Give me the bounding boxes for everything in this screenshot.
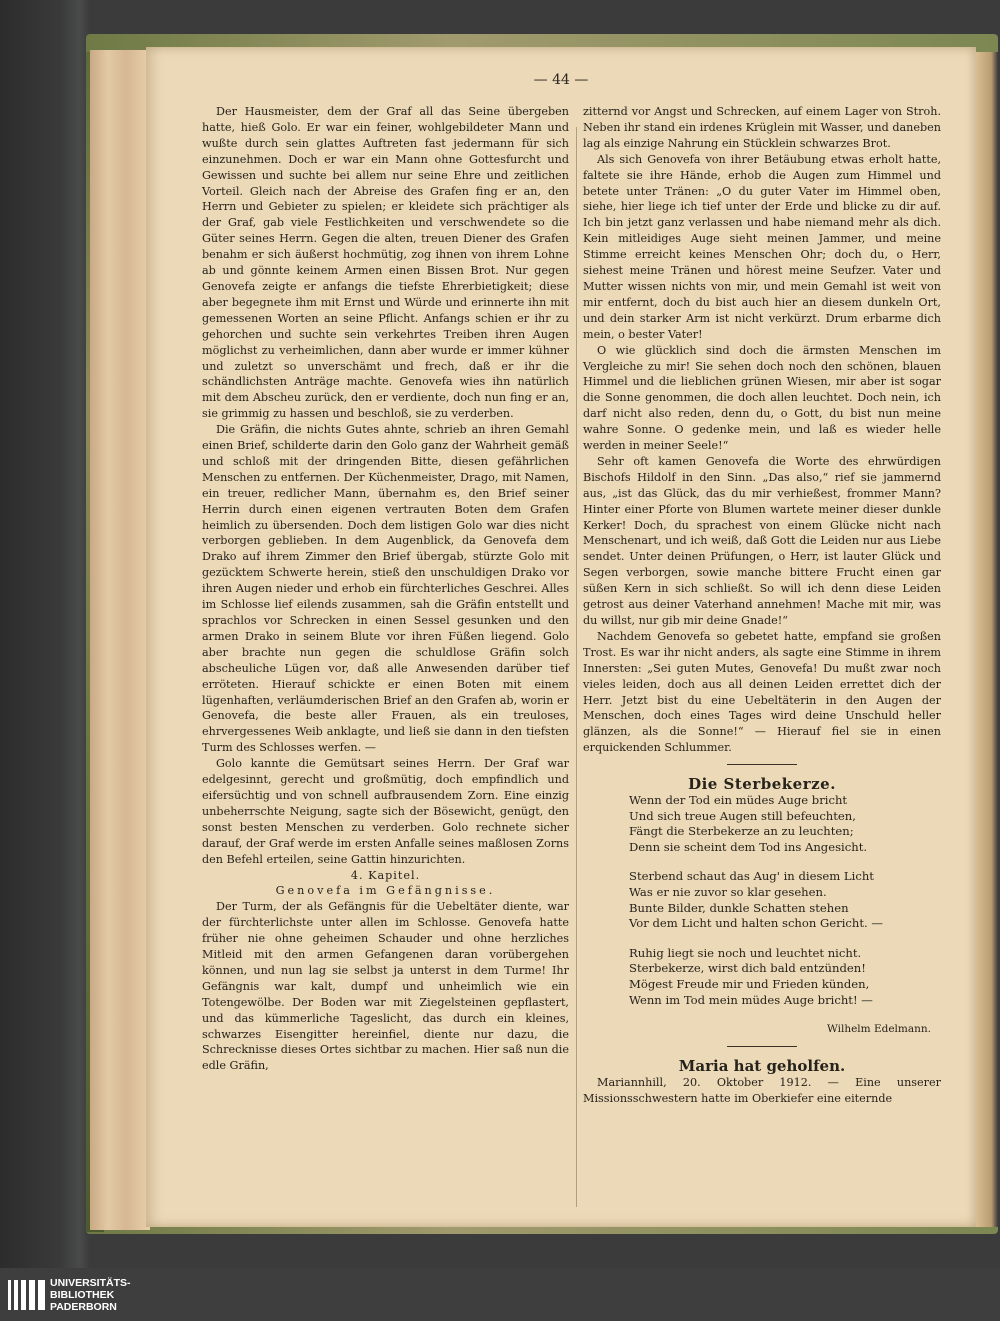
right-column — [583, 104, 941, 1107]
poem-stanza — [629, 869, 941, 931]
poem-line: Bunte Bilder, dunkle Schatten stehen — [629, 900, 849, 915]
library-name-line: BIBLIOTHEK — [50, 1289, 115, 1301]
poem-line: Sterbend schaut das Aug' in diesem Licht — [629, 869, 874, 884]
section-title: Maria hat geholfen. — [678, 1057, 846, 1076]
page-stack — [90, 50, 150, 1230]
poem-stanza — [629, 793, 941, 855]
poem-line: Vor dem Licht und halten schon Gericht. — — [629, 916, 883, 931]
library-logo-icon — [8, 1276, 46, 1314]
poem — [583, 793, 941, 1008]
library-name — [50, 1277, 131, 1313]
section-rule — [727, 1046, 797, 1047]
document-page — [146, 47, 976, 1227]
poem-line: Sterbekerze, wirst dich bald entzünden! — [629, 961, 866, 976]
poem-line: Und sich treue Augen still befeuchten, — [629, 808, 856, 823]
page-right-edge — [976, 52, 998, 1227]
left-column — [202, 104, 569, 1074]
column-divider — [576, 127, 577, 1207]
poem-author: Wilhelm Edelmann. — [827, 1023, 931, 1036]
poem-line: Fängt die Sterbekerze an zu leuchten; — [629, 824, 854, 839]
poem-title: Die Sterbekerze. — [688, 775, 836, 794]
library-footer — [0, 1268, 1000, 1321]
paragraph: Als sich Genovefa von ihrer Betäubung etwas erholt hatte, faltete sie ihre Hände, erhob die Augen zum Himmel und betete unter Tränen: „O du guter Vater im Himmel oben, siehe, hier liege ich tief unter der Erde und blicke zu dir auf. Ich bin jetzt ganz verlassen und habe niemand mehr als dich. Kein mitleidiges Auge sieht meinen Jammer, und meine Stimme erreicht keines Menschen Ohr; doch du, o Herr, siehest meine Tränen und hörest meine Seufzer. Vater und Mutter wissen nichts von mir, und mein Gemahl ist weit von mir entfernt, doch du bist auch hier an diesem dunkeln Ort, und dein starker Arm ist nicht verkürzt. Drum erbarme dich mein, o bester Vater! — [583, 152, 941, 341]
library-name-line: PADERBORN — [50, 1301, 117, 1313]
paragraph: Der Turm, der als Gefängnis für die Uebeltäter diente, war der fürchterlichste unter allen im Schlosse. Genovefa hatte früher nie ohne geheimen Schauder und ohne herzliches Mitleid mit den armen Gefangenen daran vorübergehen können, und nun lag sie selbst ja unterst in dem Turme! Ihr Gefängnis war kalt, dumpf und unheimlich wie ein Totengewölbe. Der Boden war mit Ziegelsteinen gepflastert, und das kümmerliche Tageslicht, das durch ein kleines, schwarzes Eisengitter hereinfiel, diente nur dazu, die Schrecknisse dieses Ortes sichtbar zu machen. Hier saß nun die edle Gräfin, — [202, 900, 569, 1073]
chapter-title: Genovefa im Gefängnisse. — [275, 884, 496, 898]
library-name-line: UNIVERSITÄTS- — [50, 1277, 131, 1289]
page-number: — 44 — — [533, 72, 589, 88]
paragraph: O wie glücklich sind doch die ärmsten Menschen im Vergleiche zu mir! Sie sehen doch noch den schönen, blauen Himmel und die lieblichen grünen Wiesen, mir aber ist sogar die Sonne genommen, die doch allen leuchtet. Doch nein, ich darf nicht also reden, denn du, o Gott, du bist nun meine wahre Sonne. O gedenke mein, und laß es wieder helle werden in meiner Seele!“ — [583, 343, 941, 453]
poem-line: Wenn im Tod mein müdes Auge bricht! — — [629, 992, 873, 1007]
chapter-heading: 4. Kapitel. — [350, 868, 421, 882]
poem-line: Wenn der Tod ein müdes Auge bricht — [629, 793, 848, 808]
poem-stanza — [629, 946, 941, 1008]
paragraph: zitternd vor Angst und Schrecken, auf einem Lager von Stroh. Neben ihr stand ein irdenes Krüglein mit Wasser, und daneben lag als einzige Nahrung ein Stücklein schwarzes Brot. — [583, 105, 941, 150]
paragraph: Sehr oft kamen Genovefa die Worte des ehrwürdigen Bischofs Hildolf in den Sinn. „Das also,“ rief sie jammernd aus, „ist das Glück, das du mir verhießest, frommer Mann? Hinter einer Pforte von Blumen wartete meiner dieser dunkle Kerker! Doch, du sprachest von einem Glücke nicht nach Menschenart, und ich weiß, daß Gott die Leiden nur aus Liebe sendet. Unter deinen Prüfungen, o Herr, ist lauter Glück und Segen verborgen, sowie manche bittere Frucht einen gar süßen Kern in sich schließt. So will ich denn diese Leiden getrost aus deiner Vaterhand annehmen! Mache mit mir, was du willst, nur gib mir deine Gnade!“ — [583, 454, 941, 627]
section-rule — [727, 764, 797, 765]
poem-line: Denn sie scheint dem Tod ins Angesicht. — [629, 839, 868, 854]
poem-line: Mögest Freude mir und Frieden künden, — [629, 977, 870, 991]
poem-line: Ruhig liegt sie noch und leuchtet nicht. — [629, 945, 862, 960]
paragraph: Der Hausmeister, dem der Graf all das Seine übergeben hatte, hieß Golo. Er war ein feiner, wohlgebildeter Mann und wußte durch sein glattes Auftreten fast jedermann für sich einzunehmen. Doch er war ein Mann ohne Gottesfurcht und Gewissen und suchte bei allem nur seine Ehre und zeitlichen Vorteil. Gleich nach der Abreise des Grafen fing er an, den Herrn und Gebieter zu spielen; er kleidete sich prächtiger als der Graf, gab viele Festlichkeiten und verschwendete so die Güter seines Herrn. Gegen die alten, treuen Diener des Grafen benahm er sich äußerst hochmütig, zog ihnen von ihrem Lohne ab und gönnte keinem Armen einen Bissen Brot. Nur gegen Genovefa zeigte er anfangs die tiefste Ehrerbietigkeit; diese aber begegnete ihm mit Ernst und Würde und erinnerte ihn mit gemessenen Worten an seine Pflicht. Anfangs schien er ihr zu gehorchen und suchte sein verkehrtes Treiben ihren Augen möglichst zu verheimlichen, dann aber wurde er immer kühner und zuletzt so unverschämt und frech, daß er ihr die schändlichsten Anträge machte. Genovefa wies ihn natürlich mit dem Abscheu zurück, den er verdiente, doch nun fing er an, sie grimmig zu hassen und beschloß, sie zu verderben. — [202, 105, 569, 421]
poem-line: Was er nie zuvor so klar gesehen. — [629, 885, 827, 900]
paragraph: Nachdem Genovefa so gebetet hatte, empfand sie großen Trost. Es war ihr nicht anders, als sagte eine Stimme in ihrem Innersten: „Sei guten Mutes, Genovefa! Du mußt zwar noch vieles leiden, doch aus all deinen Leiden errettet dich der Herr. Jetzt bist du eine Uebeltäterin in den Augen der Menschen, doch eines Tages wird deine Unschuld heller glänzen, als die Sonne!“ — Hierauf fiel sie in einen erquickenden Schlummer. — [583, 629, 941, 755]
paragraph: Mariannhill, 20. Oktober 1912. — Eine unserer Missionsschwestern hatte im Oberkiefer eine eiternde — [583, 1076, 941, 1105]
paragraph: Golo kannte die Gemütsart seines Herrn. Der Graf war edelgesinnt, gerecht und großmütig, doch empfindlich und eifersüchtig und von schnell aufbrausendem Zorn. Eine einzig unbeherrschte Neigung, sagte sich der Bösewicht, genügt, den sonst besten Menschen zu verderben. Golo rechnete sicher darauf, der Graf werde im ersten Anfalle seines maßlosen Zorns den Befehl erteilen, seine Gattin hinzurichten. — [202, 757, 569, 866]
paragraph: Die Gräfin, die nichts Gutes ahnte, schrieb an ihren Gemahl einen Brief, schilderte darin den Golo ganz der Wahrheit gemäß und schloß mit der dringenden Bitte, diesen gefährlichen Menschen zu entfernen. Der Küchenmeister, Drago, mit Namen, ein treuer, redlicher Mann, übernahm es, den Brief seiner Herrin durch einen eigenen vertrauten Boten dem Grafen heimlich zu übersenden. Doch dem listigen Golo war dies nicht verborgen geblieben. In dem Augenblick, da Genovefa dem Drako auf ihrem Zimmer den Brief übergab, stürzte Golo mit gezücktem Schwerte herein, stieß den unschuldigen Drako vor ihren Augen nieder und erhob ein fürchterliches Geschrei. Alles im Schlosse lief eilends zusammen, sah die Gräfin entstellt und sprachlos vor Schrecken in einen Sessel gesunken und den armen Drako in seinem Blute vor ihren Füßen liegend. Golo aber brachte nun gegen die schuldlose Gräfin solch abscheuliche Lügen vor, daß alle Anwesenden darüber tief erröteten. Hierauf schickte er einen Boten mit einem lügenhaften, verläumderischen Brief an den Grafen ab, worin er Genovefa, die beste aller Frauen, als ein treuloses, ehrvergessenes Weib anklagte, und ließ sie dann in den tiefsten Turm des Schlosses werfen. — — [202, 423, 569, 755]
